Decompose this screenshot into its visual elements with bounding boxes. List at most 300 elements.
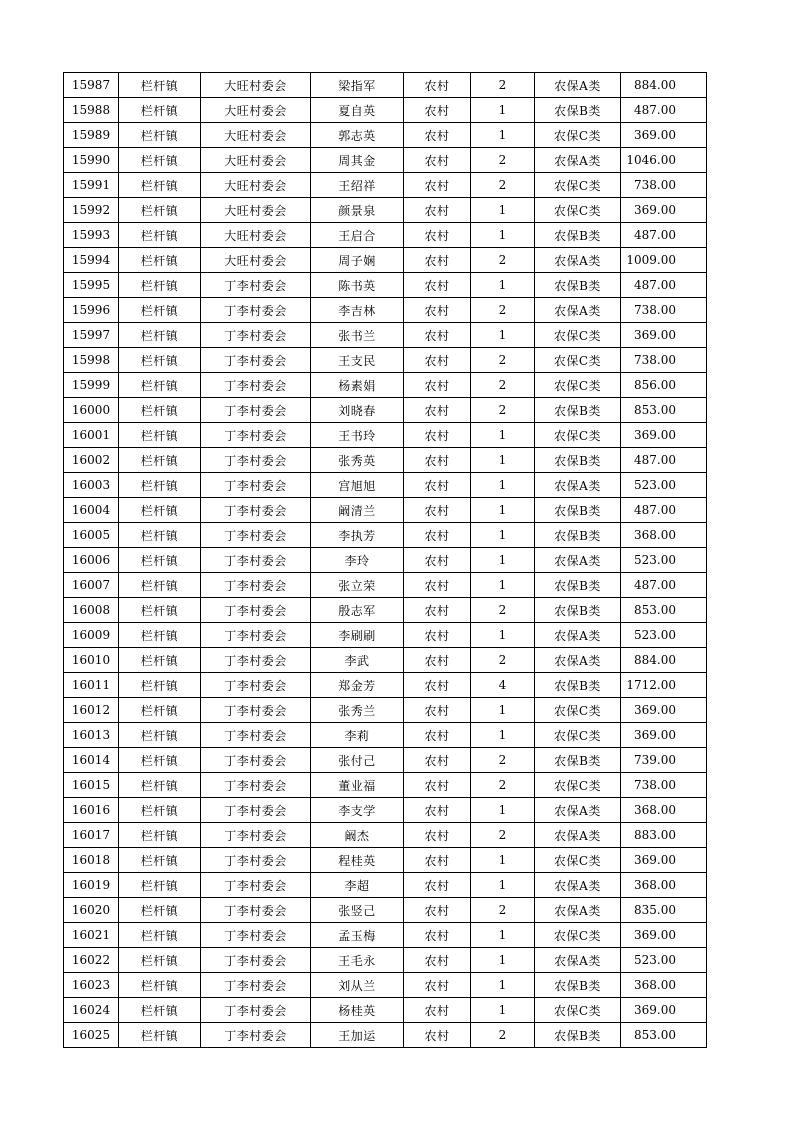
table-cell-amount: 368.00 [621,523,707,548]
table-cell-amount: 738.00 [621,773,707,798]
table-cell-count: 4 [471,673,535,698]
table-row [64,473,707,498]
table-cell-id: 15988 [64,98,119,123]
table-cell-name: 李刷刷 [311,623,404,648]
table-row [64,998,707,1023]
table-row [64,373,707,398]
table-cell-category: 农保A类 [535,898,621,923]
table-cell-count: 2 [471,298,535,323]
table-cell-count: 2 [471,898,535,923]
table-cell-id: 15992 [64,198,119,223]
table-cell-type: 农村 [404,923,471,948]
table-cell-town: 栏杆镇 [119,348,201,373]
table-cell-type: 农村 [404,223,471,248]
table-cell-count: 2 [471,348,535,373]
table-cell-type: 农村 [404,298,471,323]
table-cell-id: 16017 [64,823,119,848]
table-cell-amount: 368.00 [621,798,707,823]
table-cell-type: 农村 [404,498,471,523]
table-cell-town: 栏杆镇 [119,973,201,998]
table-cell-category: 农保B类 [535,748,621,773]
table-cell-count: 1 [471,873,535,898]
table-cell-amount: 369.00 [621,423,707,448]
table-cell-category: 农保A类 [535,823,621,848]
table-cell-category: 农保A类 [535,73,621,98]
table-cell-category: 农保B类 [535,273,621,298]
table-cell-category: 农保A类 [535,473,621,498]
table-cell-id: 15996 [64,298,119,323]
table-cell-town: 栏杆镇 [119,273,201,298]
table-cell-village: 丁李村委会 [201,498,311,523]
table-cell-count: 1 [471,498,535,523]
table-cell-id: 15993 [64,223,119,248]
table-cell-id: 16024 [64,998,119,1023]
table-cell-count: 1 [471,923,535,948]
table-cell-name: 李玲 [311,548,404,573]
table-row [64,323,707,348]
table-cell-category: 农保B类 [535,398,621,423]
table-cell-id: 16025 [64,1023,119,1048]
table-cell-type: 农村 [404,1023,471,1048]
table-row [64,548,707,573]
table-cell-type: 农村 [404,823,471,848]
table-cell-count: 2 [471,373,535,398]
table-cell-category: 农保C类 [535,173,621,198]
table-cell-town: 栏杆镇 [119,98,201,123]
table-cell-amount: 487.00 [621,573,707,598]
table-cell-town: 栏杆镇 [119,123,201,148]
table-cell-category: 农保C类 [535,773,621,798]
table-cell-id: 16019 [64,873,119,898]
table-cell-count: 2 [471,648,535,673]
table-cell-amount: 487.00 [621,498,707,523]
table-cell-village: 丁李村委会 [201,798,311,823]
table-row [64,923,707,948]
table-cell-name: 张立荣 [311,573,404,598]
table-cell-amount: 523.00 [621,548,707,573]
table-cell-count: 2 [471,173,535,198]
table-cell-village: 大旺村委会 [201,173,311,198]
table-cell-name: 殷志军 [311,598,404,623]
table-cell-name: 程桂英 [311,848,404,873]
table-cell-name: 董业福 [311,773,404,798]
table-cell-type: 农村 [404,423,471,448]
table-cell-village: 丁李村委会 [201,523,311,548]
table-cell-village: 丁李村委会 [201,823,311,848]
table-row [64,273,707,298]
table-cell-amount: 369.00 [621,923,707,948]
table-cell-amount: 369.00 [621,723,707,748]
table-cell-id: 16008 [64,598,119,623]
table-cell-village: 丁李村委会 [201,698,311,723]
table-cell-id: 16007 [64,573,119,598]
table-cell-name: 陈书英 [311,273,404,298]
table-cell-amount: 856.00 [621,373,707,398]
table-cell-name: 王绍祥 [311,173,404,198]
table-cell-town: 栏杆镇 [119,248,201,273]
table-cell-name: 王启合 [311,223,404,248]
table-cell-category: 农保B类 [535,673,621,698]
table-cell-amount: 884.00 [621,648,707,673]
table-cell-village: 丁李村委会 [201,348,311,373]
table-cell-name: 周其金 [311,148,404,173]
table-cell-id: 16011 [64,673,119,698]
table-cell-id: 15997 [64,323,119,348]
table-cell-village: 丁李村委会 [201,748,311,773]
table-cell-amount: 1712.00 [621,673,707,698]
table-cell-name: 张书兰 [311,323,404,348]
table-cell-count: 1 [471,948,535,973]
table-body [64,73,707,1048]
table-cell-name: 郭志英 [311,123,404,148]
table-cell-category: 农保C类 [535,998,621,1023]
table-cell-village: 丁李村委会 [201,998,311,1023]
table-cell-id: 16010 [64,648,119,673]
table-cell-amount: 487.00 [621,448,707,473]
table-cell-town: 栏杆镇 [119,923,201,948]
table-cell-name: 李吉林 [311,298,404,323]
table-row [64,523,707,548]
table-cell-name: 周子娴 [311,248,404,273]
table-cell-village: 丁李村委会 [201,673,311,698]
table-cell-amount: 369.00 [621,198,707,223]
table-cell-village: 丁李村委会 [201,273,311,298]
table-cell-town: 栏杆镇 [119,473,201,498]
table-cell-village: 大旺村委会 [201,98,311,123]
table-cell-type: 农村 [404,848,471,873]
table-cell-type: 农村 [404,398,471,423]
table-cell-name: 杨素娟 [311,373,404,398]
table-row [64,873,707,898]
table-cell-town: 栏杆镇 [119,148,201,173]
table-cell-village: 丁李村委会 [201,1023,311,1048]
table-cell-type: 农村 [404,173,471,198]
table-cell-type: 农村 [404,98,471,123]
table-row [64,898,707,923]
table-cell-village: 丁李村委会 [201,448,311,473]
table-cell-category: 农保B类 [535,973,621,998]
table-cell-amount: 738.00 [621,298,707,323]
table-cell-name: 李莉 [311,723,404,748]
table-cell-id: 16002 [64,448,119,473]
table-cell-amount: 368.00 [621,873,707,898]
table-cell-amount: 369.00 [621,123,707,148]
table-cell-id: 16000 [64,398,119,423]
table-cell-town: 栏杆镇 [119,398,201,423]
table-cell-count: 2 [471,748,535,773]
table-cell-id: 16013 [64,723,119,748]
table-cell-count: 1 [471,98,535,123]
table-cell-type: 农村 [404,948,471,973]
table-cell-town: 栏杆镇 [119,948,201,973]
table-cell-id: 16020 [64,898,119,923]
table-row [64,398,707,423]
table-cell-id: 16004 [64,498,119,523]
table-cell-village: 丁李村委会 [201,573,311,598]
table-cell-category: 农保C类 [535,373,621,398]
table-cell-category: 农保C类 [535,848,621,873]
table-cell-category: 农保A类 [535,648,621,673]
table-cell-type: 农村 [404,798,471,823]
table-cell-amount: 369.00 [621,998,707,1023]
table-row [64,148,707,173]
table-cell-count: 1 [471,273,535,298]
table-cell-id: 16009 [64,623,119,648]
table-cell-name: 郑金芳 [311,673,404,698]
table-cell-village: 丁李村委会 [201,948,311,973]
table-row [64,848,707,873]
table-cell-name: 阚清兰 [311,498,404,523]
table-cell-type: 农村 [404,448,471,473]
table-cell-type: 农村 [404,623,471,648]
table-cell-id: 15994 [64,248,119,273]
table-cell-category: 农保A类 [535,948,621,973]
table-cell-id: 16012 [64,698,119,723]
table-cell-id: 16022 [64,948,119,973]
table-cell-amount: 853.00 [621,598,707,623]
table-cell-type: 农村 [404,998,471,1023]
table-cell-type: 农村 [404,123,471,148]
table-cell-category: 农保C类 [535,698,621,723]
table-cell-name: 王书玲 [311,423,404,448]
table-cell-category: 农保C类 [535,923,621,948]
table-cell-category: 农保C类 [535,423,621,448]
table-cell-count: 1 [471,973,535,998]
table-cell-village: 大旺村委会 [201,73,311,98]
table-cell-village: 丁李村委会 [201,473,311,498]
table-cell-count: 1 [471,548,535,573]
table-cell-type: 农村 [404,748,471,773]
table-cell-amount: 853.00 [621,398,707,423]
table-cell-category: 农保A类 [535,798,621,823]
table-cell-village: 丁李村委会 [201,773,311,798]
table-cell-type: 农村 [404,148,471,173]
table-cell-count: 1 [471,423,535,448]
table-cell-name: 李执芳 [311,523,404,548]
table-cell-type: 农村 [404,323,471,348]
table-cell-name: 阚杰 [311,823,404,848]
table-cell-name: 刘从兰 [311,973,404,998]
table-cell-count: 2 [471,73,535,98]
table-cell-count: 1 [471,723,535,748]
table-cell-type: 农村 [404,773,471,798]
table-cell-name: 刘晓春 [311,398,404,423]
table-cell-town: 栏杆镇 [119,748,201,773]
table-cell-amount: 1046.00 [621,148,707,173]
table-cell-village: 丁李村委会 [201,548,311,573]
table-cell-village: 丁李村委会 [201,648,311,673]
table-cell-count: 2 [471,398,535,423]
table-cell-amount: 883.00 [621,823,707,848]
table-cell-town: 栏杆镇 [119,648,201,673]
table-row [64,723,707,748]
table-cell-village: 大旺村委会 [201,248,311,273]
table-cell-village: 丁李村委会 [201,973,311,998]
table-cell-type: 农村 [404,548,471,573]
table-row [64,198,707,223]
table-cell-category: 农保B类 [535,223,621,248]
table-cell-town: 栏杆镇 [119,223,201,248]
table-cell-name: 李超 [311,873,404,898]
table-cell-category: 农保B类 [535,573,621,598]
table-cell-id: 16015 [64,773,119,798]
table-cell-name: 李支学 [311,798,404,823]
table-cell-name: 张秀兰 [311,698,404,723]
table-cell-count: 1 [471,523,535,548]
table-row [64,698,707,723]
table-cell-type: 农村 [404,473,471,498]
table-cell-name: 颜景泉 [311,198,404,223]
table-cell-town: 栏杆镇 [119,1023,201,1048]
table-cell-id: 16021 [64,923,119,948]
table-cell-count: 1 [471,473,535,498]
table-cell-type: 农村 [404,573,471,598]
table-cell-amount: 738.00 [621,173,707,198]
table-cell-count: 2 [471,773,535,798]
table-cell-count: 1 [471,698,535,723]
table-cell-town: 栏杆镇 [119,323,201,348]
table-cell-type: 农村 [404,723,471,748]
table-cell-town: 栏杆镇 [119,673,201,698]
table-cell-category: 农保A类 [535,623,621,648]
table-row [64,348,707,373]
table-cell-type: 农村 [404,348,471,373]
table-cell-town: 栏杆镇 [119,498,201,523]
table-cell-id: 15998 [64,348,119,373]
table-cell-town: 栏杆镇 [119,173,201,198]
table-cell-amount: 487.00 [621,223,707,248]
table-cell-category: 农保A类 [535,298,621,323]
table-cell-count: 2 [471,248,535,273]
table-cell-category: 农保A类 [535,148,621,173]
table-cell-amount: 487.00 [621,273,707,298]
table-cell-name: 梁指军 [311,73,404,98]
table-cell-category: 农保C类 [535,123,621,148]
table-row [64,448,707,473]
table-row [64,98,707,123]
table-row [64,623,707,648]
table-cell-count: 1 [471,998,535,1023]
table-row [64,573,707,598]
table-cell-town: 栏杆镇 [119,698,201,723]
table-cell-town: 栏杆镇 [119,773,201,798]
table-cell-village: 丁李村委会 [201,873,311,898]
table-cell-category: 农保C类 [535,723,621,748]
table-cell-town: 栏杆镇 [119,198,201,223]
table-row [64,1023,707,1048]
table-cell-town: 栏杆镇 [119,73,201,98]
table-cell-count: 1 [471,448,535,473]
table-cell-village: 丁李村委会 [201,923,311,948]
table-cell-town: 栏杆镇 [119,998,201,1023]
table-cell-village: 丁李村委会 [201,723,311,748]
table-cell-category: 农保C类 [535,323,621,348]
table-row [64,223,707,248]
table-cell-count: 2 [471,598,535,623]
table-row [64,973,707,998]
table-container [63,72,706,1048]
table-cell-count: 1 [471,573,535,598]
table-cell-town: 栏杆镇 [119,823,201,848]
table-cell-amount: 738.00 [621,348,707,373]
table-cell-id: 16001 [64,423,119,448]
table-cell-village: 丁李村委会 [201,623,311,648]
table-cell-id: 16018 [64,848,119,873]
table-cell-village: 丁李村委会 [201,423,311,448]
table-row [64,673,707,698]
table-row [64,948,707,973]
table-cell-village: 丁李村委会 [201,323,311,348]
table-cell-count: 1 [471,223,535,248]
table-cell-category: 农保B类 [535,523,621,548]
table-row [64,648,707,673]
table-cell-name: 张竖己 [311,898,404,923]
table-cell-town: 栏杆镇 [119,798,201,823]
table-cell-count: 1 [471,848,535,873]
table-cell-type: 农村 [404,273,471,298]
table-cell-name: 张秀英 [311,448,404,473]
table-cell-village: 丁李村委会 [201,373,311,398]
table-cell-town: 栏杆镇 [119,448,201,473]
table-cell-category: 农保B类 [535,98,621,123]
table-cell-id: 16005 [64,523,119,548]
table-cell-category: 农保A类 [535,248,621,273]
table-cell-town: 栏杆镇 [119,723,201,748]
table-row [64,798,707,823]
table-cell-type: 农村 [404,523,471,548]
table-cell-type: 农村 [404,248,471,273]
table-cell-name: 夏自英 [311,98,404,123]
table-cell-category: 农保B类 [535,498,621,523]
table-cell-village: 大旺村委会 [201,198,311,223]
table-cell-town: 栏杆镇 [119,373,201,398]
table-cell-id: 16006 [64,548,119,573]
table-cell-type: 农村 [404,373,471,398]
table-cell-name: 李武 [311,648,404,673]
table-cell-category: 农保B类 [535,448,621,473]
table-row [64,423,707,448]
table-cell-village: 大旺村委会 [201,148,311,173]
table-cell-id: 16014 [64,748,119,773]
table-row [64,298,707,323]
table-cell-amount: 1009.00 [621,248,707,273]
table-cell-amount: 523.00 [621,948,707,973]
table-cell-name: 张付己 [311,748,404,773]
table-cell-id: 15999 [64,373,119,398]
table-cell-town: 栏杆镇 [119,523,201,548]
table-cell-town: 栏杆镇 [119,548,201,573]
table-cell-town: 栏杆镇 [119,848,201,873]
table-cell-name: 王毛永 [311,948,404,973]
table-cell-name: 宫旭旭 [311,473,404,498]
table-cell-category: 农保B类 [535,1023,621,1048]
table-cell-type: 农村 [404,73,471,98]
table-cell-type: 农村 [404,648,471,673]
table-cell-type: 农村 [404,698,471,723]
table-cell-count: 2 [471,148,535,173]
table-cell-name: 王加运 [311,1023,404,1048]
table-cell-id: 15989 [64,123,119,148]
table-cell-category: 农保B类 [535,598,621,623]
table-cell-id: 15995 [64,273,119,298]
table-cell-category: 农保C类 [535,198,621,223]
table-cell-amount: 487.00 [621,98,707,123]
table-row [64,248,707,273]
table-cell-amount: 369.00 [621,698,707,723]
table-cell-amount: 369.00 [621,323,707,348]
table-row [64,823,707,848]
table-cell-id: 16003 [64,473,119,498]
